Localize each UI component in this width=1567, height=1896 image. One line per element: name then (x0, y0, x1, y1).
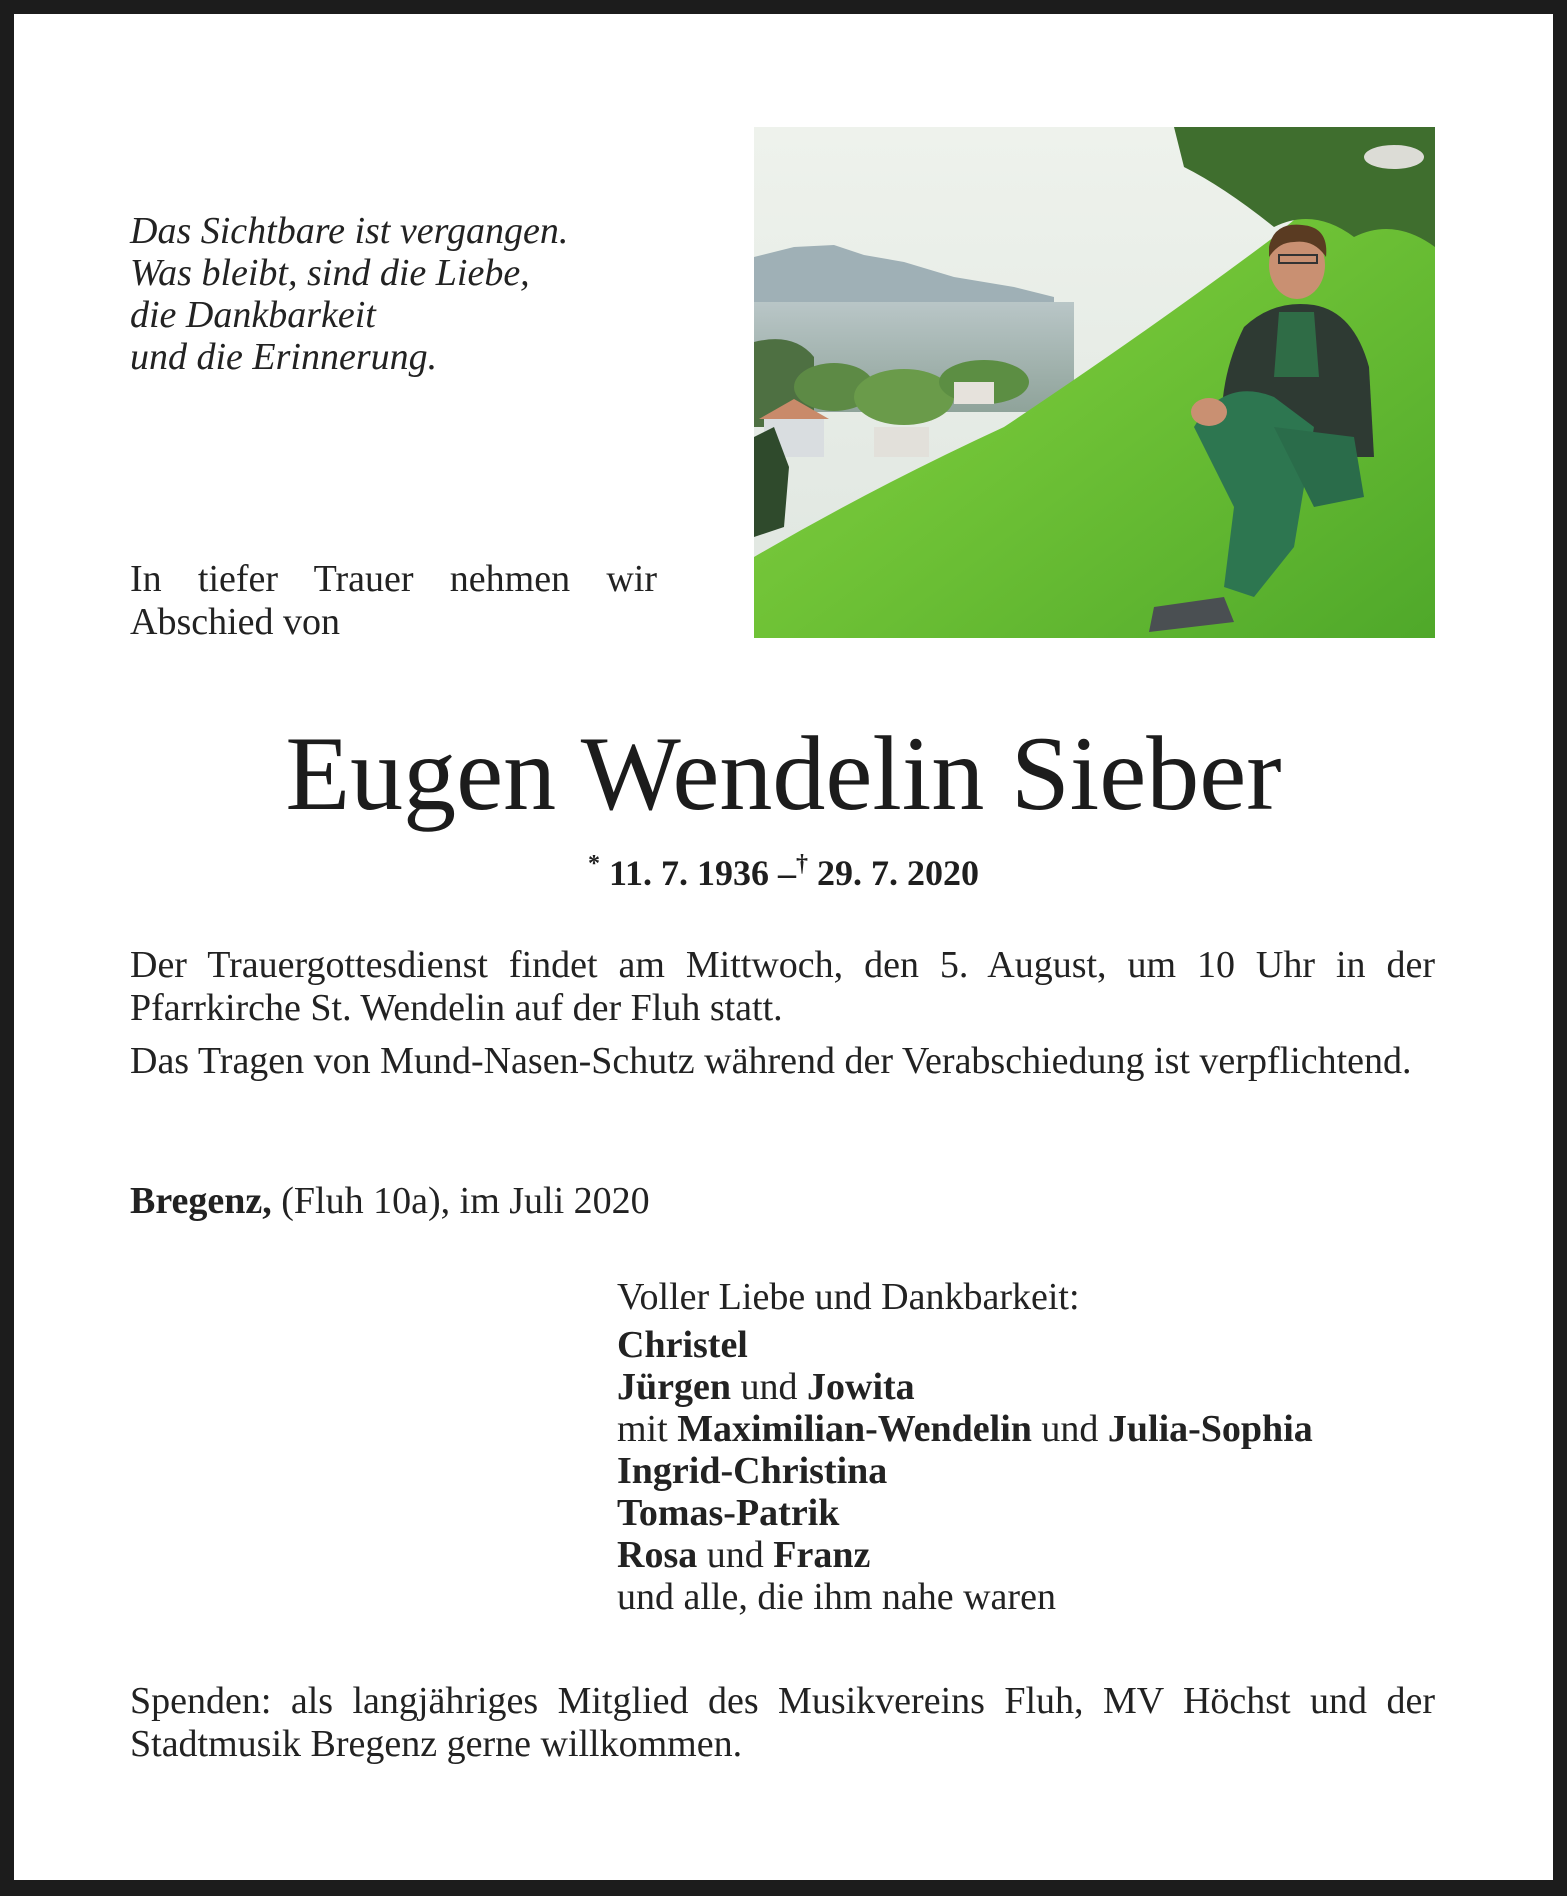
family-line (617, 1408, 1313, 1450)
family-line (617, 1450, 1313, 1492)
poem-line: Das Sichtbare ist vergangen. (130, 210, 569, 252)
poem-line: Was bleibt, sind die Liebe, (130, 252, 530, 294)
death-date: 29. 7. 2020 (817, 853, 979, 893)
family-line (617, 1534, 1313, 1576)
birth-date: 11. 7. 1936 (608, 853, 769, 893)
farewell-intro: In tiefer Trauer nehmen wir Abschied von (130, 558, 657, 643)
family-member: Jowita (807, 1366, 915, 1408)
conjunction: und (731, 1366, 807, 1408)
mask-notice: Das Tragen von Mund-Nasen-Schutz während der Verabschiedung ist verpflichtend. (130, 1040, 1412, 1082)
family-member: Rosa (617, 1534, 698, 1576)
death-symbol: † (796, 851, 808, 877)
family-member: Jürgen (617, 1366, 731, 1408)
family-signatures (617, 1276, 1313, 1618)
conjunction: und (1031, 1408, 1108, 1450)
family-closing: und alle, die ihm nahe waren (617, 1576, 1056, 1618)
family-member: Christel (617, 1324, 748, 1366)
service-announcement: Der Trauergottesdienst findet am Mittwoch, den 5. August, um 10 Uhr in der Pfarrkirche St. Wendelin auf der Fluh statt. (130, 944, 1435, 1029)
prefix: mit (617, 1408, 678, 1450)
family-member: Tomas-Patrik (617, 1492, 840, 1534)
family-line (617, 1324, 1313, 1366)
birth-symbol: * (587, 851, 600, 877)
family-member: Ingrid-Christina (617, 1450, 888, 1492)
deceased-name: Eugen Wendelin Sieber (285, 715, 1282, 832)
date-separator: – (778, 853, 796, 893)
family-line (617, 1366, 1313, 1408)
family-intro: Voller Liebe und Dankbarkeit: (617, 1276, 1080, 1318)
life-dates (14, 842, 1553, 895)
family-member: Franz (773, 1534, 871, 1576)
memorial-poem (130, 210, 568, 378)
portrait-photo (754, 127, 1435, 638)
obituary-page (14, 14, 1553, 1880)
city-name: Bregenz, (130, 1180, 272, 1222)
poem-line: die Dankbarkeit (130, 294, 376, 336)
donation-note: Spenden: als langjähriges Mitglied des Musikvereins Fluh, MV Höchst und der Stadtmusik Bregenz gerne willkommen. (130, 1680, 1435, 1765)
place-and-date (130, 1180, 1435, 1223)
family-member: Julia-Sophia (1107, 1408, 1313, 1450)
poem-line: und die Erinnerung. (130, 336, 438, 378)
family-member: Maximilian-Wendelin (677, 1408, 1032, 1450)
address-and-month: (Fluh 10a), im Juli 2020 (271, 1180, 650, 1222)
conjunction: und (697, 1534, 774, 1576)
family-line (617, 1492, 1313, 1534)
